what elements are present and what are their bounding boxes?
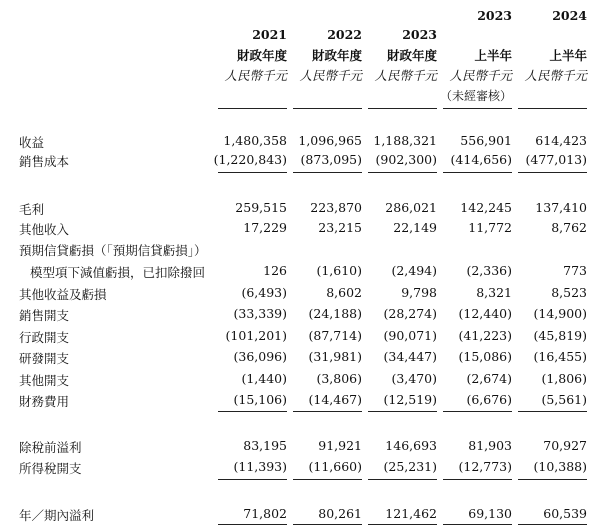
cell-value: (34,447): [383, 349, 437, 364]
cell-value: (31,981): [308, 349, 362, 364]
subtotal-rule: [218, 411, 287, 412]
cell-value: (10,388): [533, 459, 587, 474]
col-header-unit: 人民幣千元: [524, 68, 587, 83]
col-header-unit: 人民幣千元: [449, 68, 512, 83]
col-header-period: 上半年: [474, 48, 512, 63]
col-header-year: 2023: [477, 8, 512, 23]
total-rule: [293, 524, 362, 525]
cell-value: 8,321: [476, 285, 512, 300]
cell-value: (1,220,843): [213, 152, 287, 167]
cell-value: (3,470): [391, 371, 437, 386]
row-label: 模型項下減值虧損，已扣除撥回: [30, 265, 206, 280]
cell-value: 11,772: [468, 220, 512, 235]
cell-value: (28,274): [383, 306, 437, 321]
cell-value: (15,106): [233, 392, 287, 407]
col-header-unit: 人民幣千元: [224, 68, 287, 83]
row-label: 行政開支: [19, 330, 70, 345]
cell-value: (87,714): [308, 328, 362, 343]
row-label: 毛利: [19, 202, 45, 217]
col-header-year: 2024: [552, 8, 587, 23]
cell-value: 69,130: [468, 506, 512, 521]
row-label: 預期信貸虧損（「預期信貸虧損」）: [19, 243, 207, 258]
subtotal-rule: [368, 479, 437, 480]
cell-value: 70,927: [543, 438, 587, 453]
subtotal-rule: [218, 172, 287, 173]
row-label: 銷售成本: [19, 154, 70, 169]
cell-value: 83,195: [243, 438, 287, 453]
cell-value: 9,798: [401, 285, 437, 300]
cell-value: (902,300): [375, 152, 437, 167]
col-header-year: 2022: [327, 27, 362, 42]
cell-value: 556,901: [460, 133, 512, 148]
cell-value: 22,149: [393, 220, 437, 235]
total-rule: [518, 524, 587, 525]
cell-value: (41,223): [458, 328, 512, 343]
col-header-period: 財政年度: [386, 48, 437, 63]
subtotal-rule: [368, 411, 437, 412]
cell-value: (14,467): [308, 392, 362, 407]
header-underline: [218, 108, 287, 109]
cell-value: (2,336): [466, 263, 512, 278]
cell-value: (3,806): [316, 371, 362, 386]
cell-value: (12,519): [383, 392, 437, 407]
col-header-period: 上半年: [549, 48, 587, 63]
cell-value: 17,229: [243, 220, 287, 235]
cell-value: 1,480,358: [223, 133, 287, 148]
subtotal-rule: [293, 411, 362, 412]
subtotal-rule: [518, 411, 587, 412]
cell-value: (11,393): [233, 459, 287, 474]
col-header-year: 2023: [402, 27, 437, 42]
cell-value: (873,095): [300, 152, 362, 167]
cell-value: (12,773): [458, 459, 512, 474]
row-label: 所得稅開支: [19, 461, 82, 476]
cell-value: (11,660): [308, 459, 362, 474]
row-label: 其他收益及虧損: [19, 287, 107, 302]
cell-value: (12,440): [458, 306, 512, 321]
total-rule: [368, 524, 437, 525]
header-underline: [368, 108, 437, 109]
cell-value: (14,900): [533, 306, 587, 321]
cell-value: 121,462: [385, 506, 437, 521]
row-label: 其他收入: [19, 222, 70, 237]
cell-value: (90,071): [383, 328, 437, 343]
header-underline: [293, 108, 362, 109]
row-label: 其他開支: [19, 373, 70, 388]
subtotal-rule: [368, 172, 437, 173]
cell-value: 80,261: [318, 506, 362, 521]
row-label: 年／期內溢利: [19, 508, 95, 523]
row-label: 銷售開支: [19, 308, 70, 323]
cell-value: (414,656): [450, 152, 512, 167]
cell-value: 137,410: [535, 200, 587, 215]
col-header-period: 財政年度: [311, 48, 362, 63]
col-header-unit: 人民幣千元: [374, 68, 437, 83]
cell-value: 223,870: [310, 200, 362, 215]
col-header-unaudited-note: （未經審核）: [439, 89, 512, 103]
cell-value: (5,561): [541, 392, 587, 407]
cell-value: (16,455): [533, 349, 587, 364]
cell-value: (6,493): [241, 285, 287, 300]
cell-value: (2,494): [391, 263, 437, 278]
cell-value: 259,515: [235, 200, 287, 215]
cell-value: (36,096): [233, 349, 287, 364]
cell-value: (15,086): [458, 349, 512, 364]
cell-value: (24,188): [308, 306, 362, 321]
cell-value: (2,674): [466, 371, 512, 386]
cell-value: 126: [263, 263, 287, 278]
subtotal-rule: [443, 411, 512, 412]
subtotal-rule: [518, 172, 587, 173]
col-header-unit: 人民幣千元: [299, 68, 362, 83]
cell-value: 8,523: [551, 285, 587, 300]
total-rule: [443, 524, 512, 525]
subtotal-rule: [443, 479, 512, 480]
header-underline: [443, 108, 512, 109]
row-label: 財務費用: [19, 394, 70, 409]
col-header-year: 2021: [252, 27, 287, 42]
cell-value: 81,903: [468, 438, 512, 453]
total-rule: [218, 524, 287, 525]
cell-value: 23,215: [318, 220, 362, 235]
cell-value: 286,021: [385, 200, 437, 215]
row-label: 除稅前溢利: [19, 440, 82, 455]
cell-value: 8,602: [326, 285, 362, 300]
subtotal-rule: [293, 172, 362, 173]
header-underline: [518, 108, 587, 109]
cell-value: 1,188,321: [373, 133, 437, 148]
cell-value: (101,201): [225, 328, 287, 343]
cell-value: (1,440): [241, 371, 287, 386]
cell-value: 1,096,965: [298, 133, 362, 148]
cell-value: 91,921: [318, 438, 362, 453]
subtotal-rule: [218, 479, 287, 480]
row-label: 收益: [19, 135, 45, 150]
cell-value: 8,762: [551, 220, 587, 235]
subtotal-rule: [518, 479, 587, 480]
cell-value: 773: [563, 263, 587, 278]
col-header-period: 財政年度: [236, 48, 287, 63]
cell-value: 71,802: [243, 506, 287, 521]
cell-value: 614,423: [535, 133, 587, 148]
subtotal-rule: [443, 172, 512, 173]
subtotal-rule: [293, 479, 362, 480]
cell-value: 146,693: [385, 438, 437, 453]
cell-value: (1,610): [316, 263, 362, 278]
cell-value: (477,013): [525, 152, 587, 167]
cell-value: (33,339): [233, 306, 287, 321]
cell-value: (1,806): [541, 371, 587, 386]
cell-value: (45,819): [533, 328, 587, 343]
cell-value: 60,539: [543, 506, 587, 521]
row-label: 研發開支: [19, 351, 70, 366]
cell-value: 142,245: [460, 200, 512, 215]
cell-value: (25,231): [383, 459, 437, 474]
cell-value: (6,676): [466, 392, 512, 407]
